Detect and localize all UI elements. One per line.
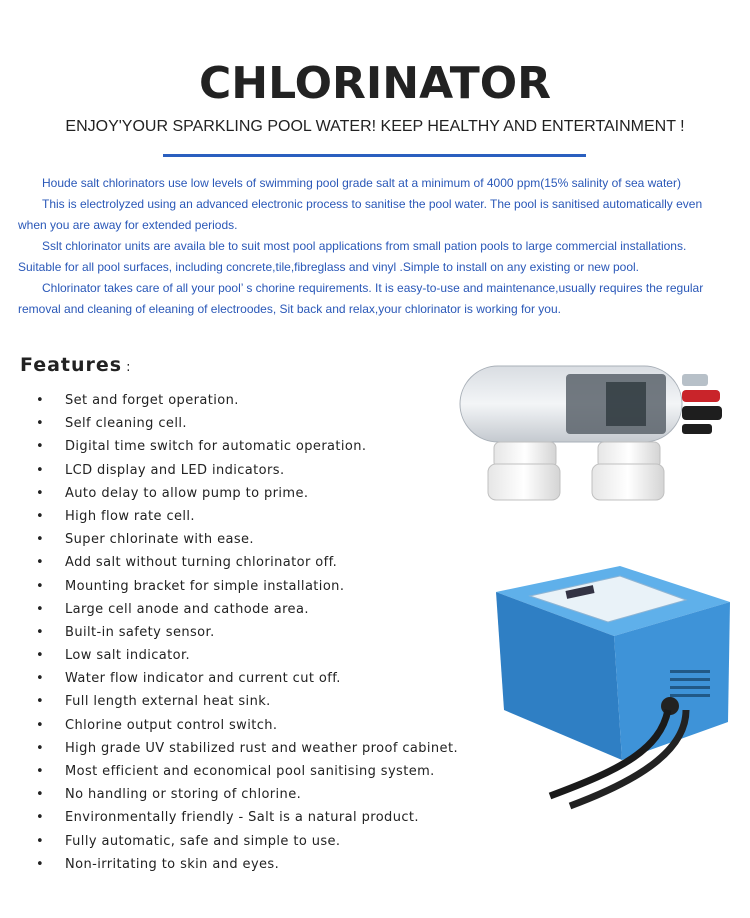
feature-item: • Auto delay to allow pump to prime. (30, 482, 458, 505)
feature-item: • High grade UV stabilized rust and weather proof cabinet. (30, 737, 458, 760)
feature-item: • Full length external heat sink. (30, 690, 458, 713)
feature-item: • No handling or storing of chlorine. (30, 783, 458, 806)
feature-item: • Chlorine output control switch. (30, 714, 458, 737)
intro-paragraph-4-line-1: Chlorinator takes care of all your pool’ s chorine requirements. It is easy-to-use and maintenance,usually requires the regular (42, 281, 704, 295)
feature-item: • Add salt without turning chlorinator off. (30, 551, 458, 574)
feature-item: • Digital time switch for automatic operation. (30, 435, 458, 458)
intro-paragraph-3-line-1: Sslt chlorinator units are availa ble to suit most pool applications from small pation pools to large commercial installations. (42, 239, 687, 253)
intro-paragraph-2-line-2: when you are away for extended periods. (18, 218, 238, 232)
feature-item: • Self cleaning cell. (30, 412, 458, 435)
intro-paragraph-1: Houde salt chlorinators use low levels of swimming pool grade salt at a minimum of 4000 ppm(15% salinity of sea water) (42, 176, 681, 190)
page-subtitle: ENJOY'YOUR SPARKLING POOL WATER! KEEP HEALTHY AND ENTERTAINMENT ! (65, 118, 685, 135)
features-list (30, 389, 458, 876)
intro-paragraph-3-line-2: Suitable for all pool surfaces, including concrete,tile,fibreglass and vinyl .Simple to install on any existing or new pool. (18, 260, 639, 274)
feature-item: • Large cell anode and cathode area. (30, 598, 458, 621)
feature-item: • Low salt indicator. (30, 644, 458, 667)
features-heading-colon: : (126, 360, 132, 375)
features-heading-text: Features (20, 354, 123, 376)
title-divider (163, 154, 586, 157)
feature-item: • Non-irritating to skin and eyes. (30, 853, 458, 876)
feature-item: • Set and forget operation. (30, 389, 458, 412)
chlorinator-cell-image (456, 360, 726, 510)
feature-item: • High flow rate cell. (30, 505, 458, 528)
left-union-fitting (488, 442, 560, 500)
feature-item: • Fully automatic, safe and simple to use. (30, 830, 458, 853)
feature-item: • Mounting bracket for simple installation. (30, 575, 458, 598)
feature-item: • Most efficient and economical pool sanitising system. (30, 760, 458, 783)
feature-item: • Environmentally friendly - Salt is a natural product. (30, 806, 458, 829)
right-union-fitting (592, 442, 664, 500)
feature-item: • Built-in safety sensor. (30, 621, 458, 644)
chlorinator-control-box-image (490, 560, 740, 810)
intro-paragraph-4-line-2: removal and cleaning of eleaning of electroodes, Sit back and relax,your chlorinator is working for you. (18, 302, 561, 316)
page-title: CHLORINATOR (199, 58, 551, 109)
feature-item: • Water flow indicator and current cut off. (30, 667, 458, 690)
feature-item: • LCD display and LED indicators. (30, 459, 458, 482)
features-heading (20, 354, 131, 376)
feature-item: • Super chlorinate with ease. (30, 528, 458, 551)
intro-paragraph-2-line-1: This is electrolyzed using an advanced electronic process to sanitise the pool water. The pool is sanitised automatically even (42, 197, 703, 211)
